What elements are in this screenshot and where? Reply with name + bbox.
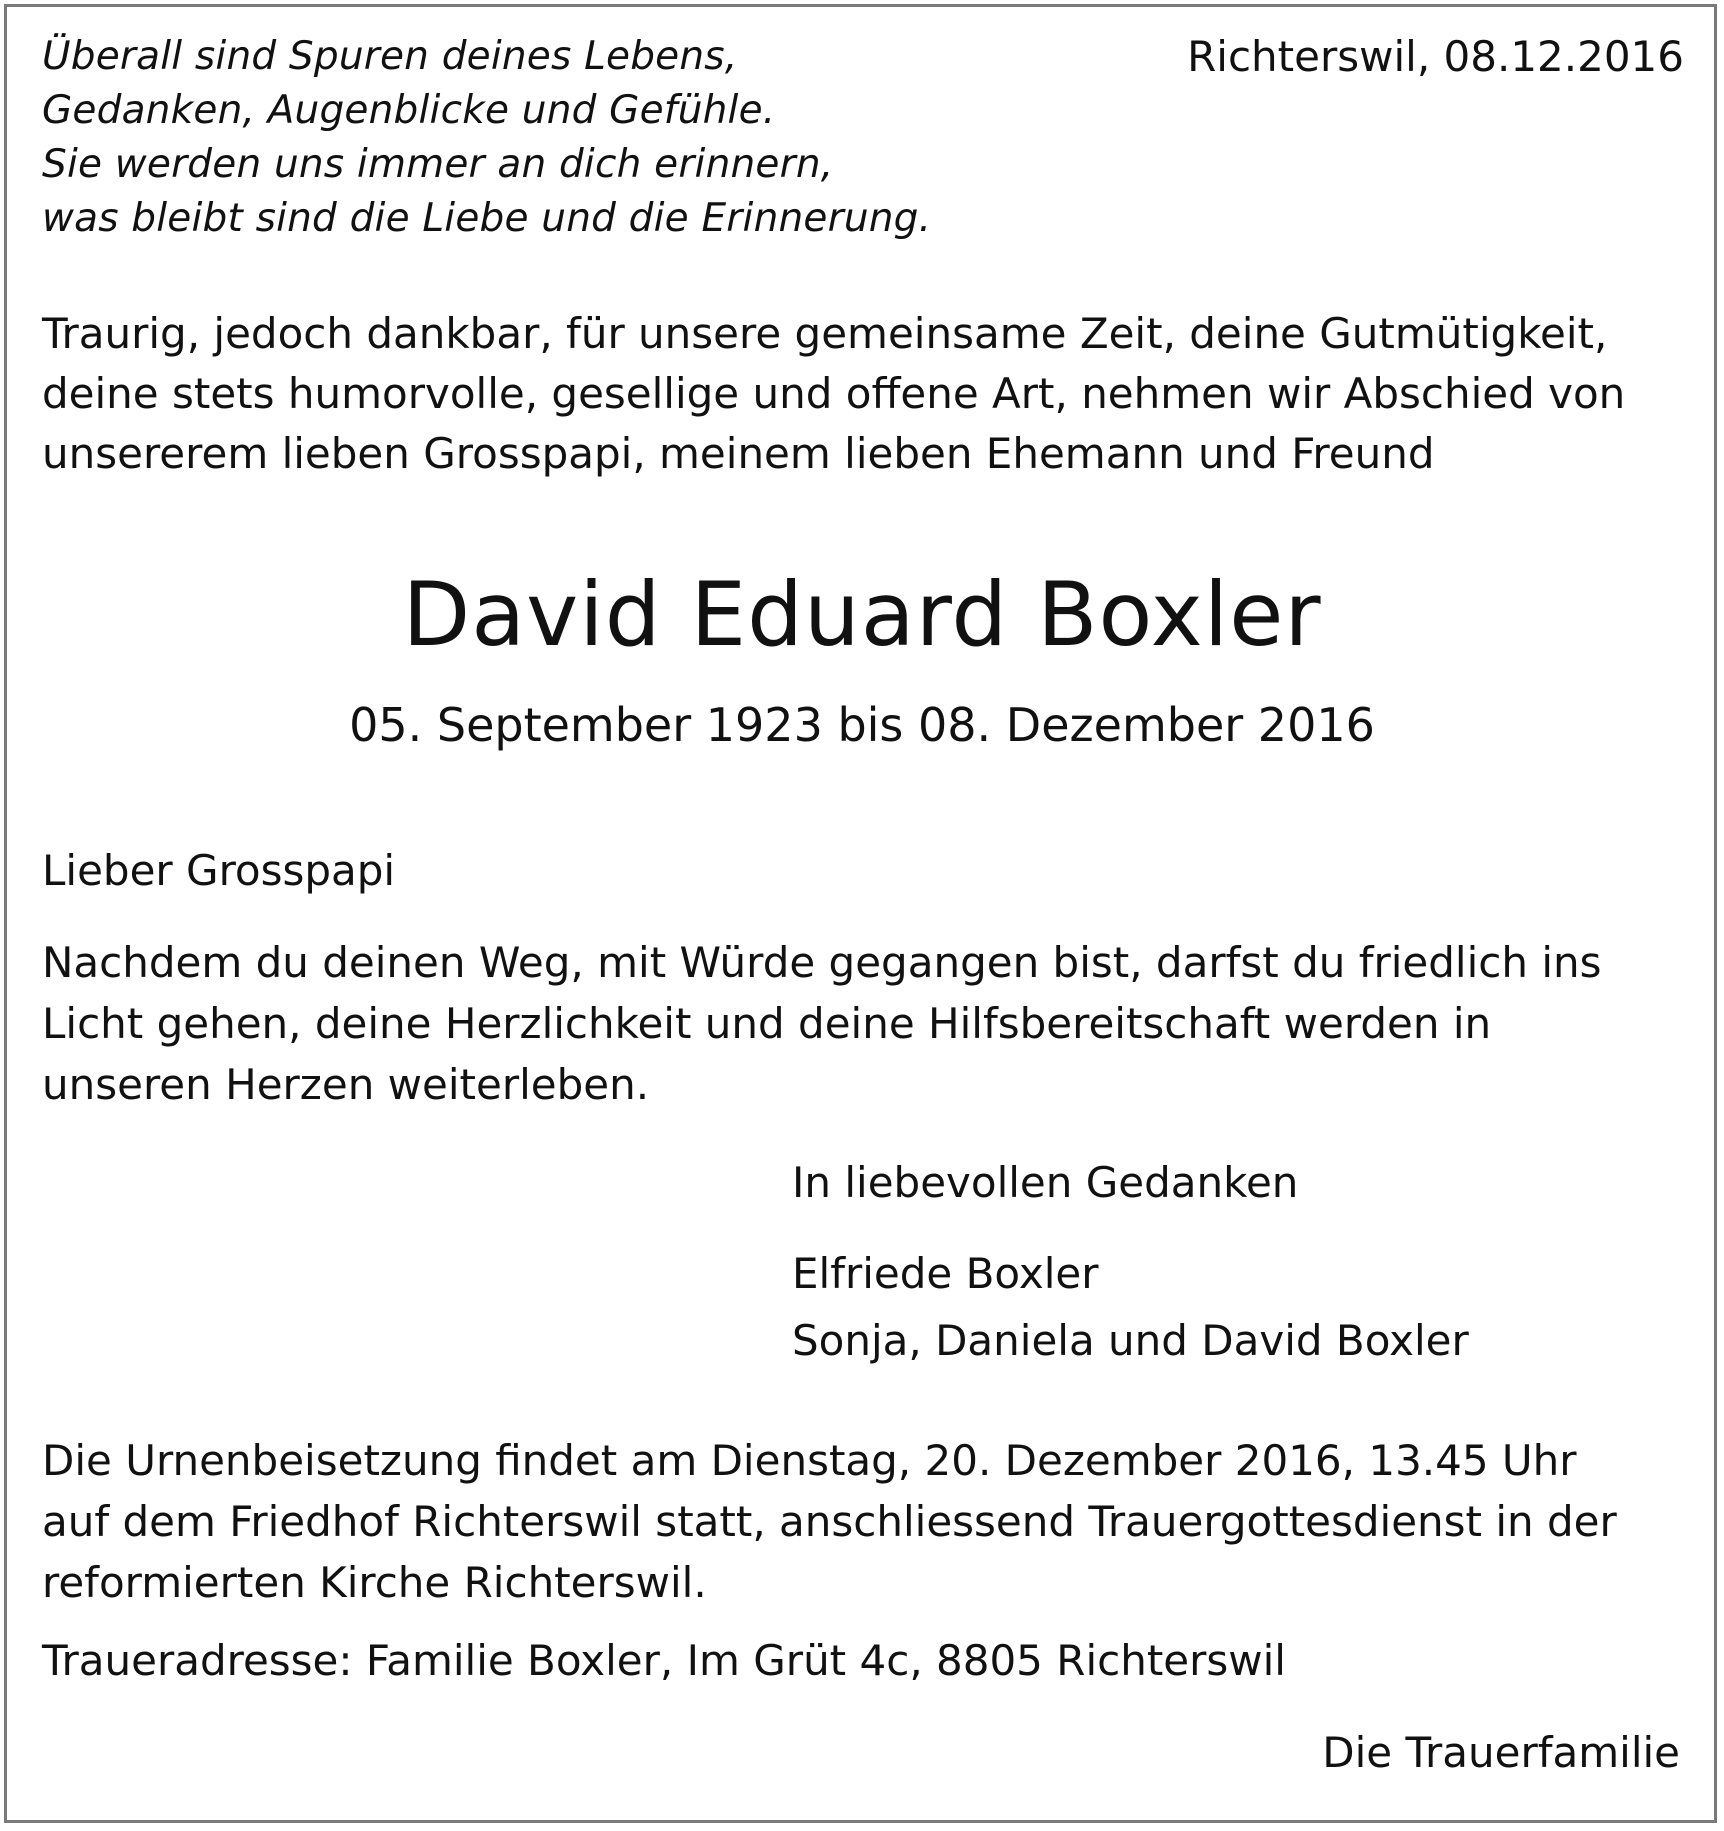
signoff: In liebevollen Gedanken — [792, 1158, 1299, 1207]
mourning-address: Traueradresse: Familie Boxler, Im Grüt 4c, 8805 Richterswil — [42, 1636, 1286, 1685]
poem-line: Überall sind Spuren deines Lebens, — [42, 34, 738, 79]
poem-verse — [42, 30, 931, 246]
burial-info — [42, 1430, 1617, 1613]
intro-paragraph — [42, 304, 1625, 484]
message-line: unseren Herzen weiterleben. — [42, 1060, 650, 1109]
burial-line: reformierten Kirche Richterswil. — [42, 1558, 707, 1607]
farewell-message — [42, 932, 1602, 1115]
closing-signature: Die Trauerfamilie — [1322, 1728, 1680, 1777]
poem-line: Sie werden uns immer an dich erinnern, — [42, 142, 834, 187]
poem-line: was bleibt sind die Liebe und die Erinnerung. — [42, 196, 932, 241]
intro-line: deine stets humorvolle, gesellige und offene Art, nehmen wir Abschied von — [42, 369, 1626, 418]
signer: Sonja, Daniela und David Boxler — [792, 1316, 1469, 1365]
intro-line: Traurig, jedoch dankbar, für unsere gemeinsame Zeit, deine Gutmütigkeit, — [42, 309, 1608, 358]
signer: Elfriede Boxler — [792, 1249, 1099, 1298]
intro-line: unsererem lieben Grosspapi, meinem lieben Ehemann und Freund — [42, 429, 1435, 478]
message-line: Licht gehen, deine Herzlichkeit und deine Hilfsbereitschaft werden in — [42, 999, 1492, 1048]
lifespan-dates: 05. September 1923 bis 08. Dezember 2016 — [349, 698, 1375, 752]
salutation: Lieber Grosspapi — [42, 846, 396, 895]
deceased-name: David Eduard Boxler — [402, 563, 1322, 666]
message-line: Nachdem du deinen Weg, mit Würde gegangen bist, darfst du friedlich ins — [42, 938, 1602, 987]
burial-line: Die Urnenbeisetzung findet am Dienstag, 20. Dezember 2016, 13.45 Uhr — [42, 1436, 1577, 1485]
poem-line: Gedanken, Augenblicke und Gefühle. — [42, 88, 776, 133]
place-date: Richterswil, 08.12.2016 — [1187, 32, 1684, 81]
burial-line: auf dem Friedhof Richterswil statt, anschliessend Trauergottesdienst in der — [42, 1497, 1617, 1546]
signers-list — [792, 1240, 1469, 1374]
